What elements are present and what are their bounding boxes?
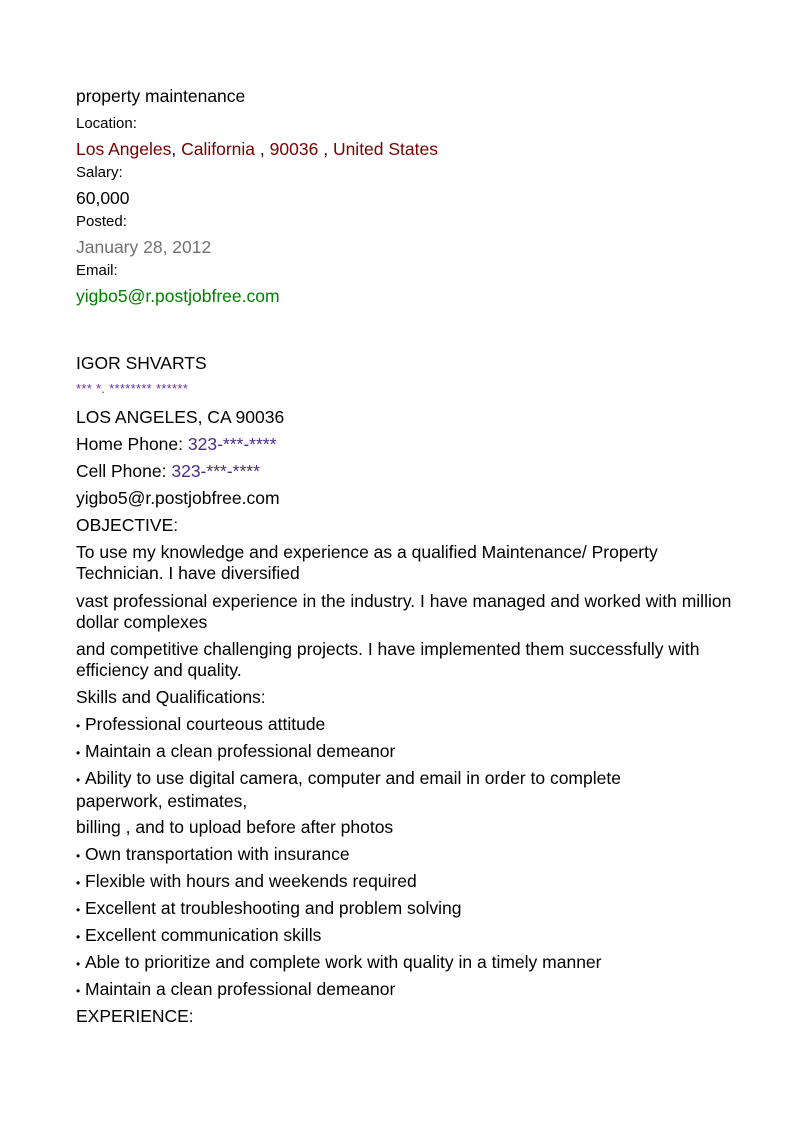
- city-line: LOS ANGELES, CA 90036: [76, 407, 285, 427]
- skill-item: [76, 952, 601, 974]
- objective-paragraph: To use my knowledge and experience as a qualified Maintenance/ Property Technician. I have diversified: [76, 542, 658, 583]
- skill-text: Able to prioritize and complete work with quality in a timely manner: [85, 952, 602, 972]
- skill-item: [76, 741, 395, 763]
- candidate-name: IGOR SHVARTS: [76, 353, 207, 373]
- skill-text: Ability to use digital camera, computer and email in order to complete paperwork, estimates,: [76, 768, 621, 811]
- skills-heading: Skills and Qualifications:: [76, 687, 266, 707]
- skill-text: Own transportation with insurance: [85, 844, 350, 864]
- skill-item: [76, 714, 325, 736]
- bullet-icon: •: [76, 773, 81, 787]
- experience-heading: EXPERIENCE:: [76, 1006, 194, 1026]
- bullet-icon: •: [76, 719, 81, 733]
- location-zip: 90036: [269, 139, 319, 159]
- location-city: Los Angeles: [76, 139, 172, 159]
- posted-date: January 28, 2012: [76, 237, 212, 257]
- location-separator: ,: [318, 139, 329, 159]
- location-country: United States: [332, 139, 438, 159]
- home-phone-label: Home Phone:: [76, 434, 184, 454]
- bullet-icon: •: [76, 957, 81, 971]
- location-label: Location:: [76, 115, 137, 132]
- skill-text: Maintain a clean professional demeanor: [85, 979, 396, 999]
- skill-text: Excellent at troubleshooting and problem solving: [85, 898, 462, 918]
- cell-phone-value: 323-***-****: [171, 461, 260, 481]
- objective-paragraph: vast professional experience in the industry. I have managed and worked with million dollar complexes: [76, 591, 732, 632]
- skill-text: Excellent communication skills: [85, 925, 322, 945]
- location-state: California: [181, 139, 256, 159]
- bullet-icon: •: [76, 849, 81, 863]
- home-phone-line: [76, 434, 276, 454]
- job-email: yigbo5@r.postjobfree.com: [76, 286, 280, 306]
- objective-heading: OBJECTIVE:: [76, 515, 179, 535]
- resume-email: yigbo5@r.postjobfree.com: [76, 488, 280, 508]
- skill-continuation: billing , and to upload before after photos: [76, 817, 394, 837]
- skill-text: Flexible with hours and weekends required: [85, 871, 417, 891]
- skill-item: [76, 925, 321, 947]
- masked-address: *** *. ******** ******: [76, 381, 189, 396]
- bullet-icon: •: [76, 984, 81, 998]
- location-separator: ,: [255, 139, 265, 159]
- salary-value: 60,000: [76, 188, 130, 208]
- salary-label: Salary:: [76, 164, 123, 181]
- bullet-icon: •: [76, 746, 81, 760]
- job-location: [76, 139, 438, 159]
- skill-text: Professional courteous attitude: [85, 714, 326, 734]
- objective-paragraph: and competitive challenging projects. I have implemented them successfully with efficiency and quality.: [76, 639, 700, 680]
- cell-phone-label: Cell Phone:: [76, 461, 167, 481]
- job-title: property maintenance: [76, 86, 246, 106]
- email-label: Email:: [76, 262, 118, 279]
- skill-item: [76, 844, 350, 866]
- skill-item: [76, 979, 395, 1001]
- skill-text: Maintain a clean professional demeanor: [85, 741, 396, 761]
- bullet-icon: •: [76, 876, 81, 890]
- skill-item: [76, 768, 676, 812]
- bullet-icon: •: [76, 930, 81, 944]
- skill-item: [76, 898, 461, 920]
- skill-item: [76, 871, 417, 893]
- cell-phone-line: [76, 461, 260, 481]
- location-separator: ,: [171, 139, 177, 159]
- posted-label: Posted:: [76, 213, 127, 230]
- home-phone-value: 323-***-****: [187, 434, 277, 454]
- bullet-icon: •: [76, 903, 81, 917]
